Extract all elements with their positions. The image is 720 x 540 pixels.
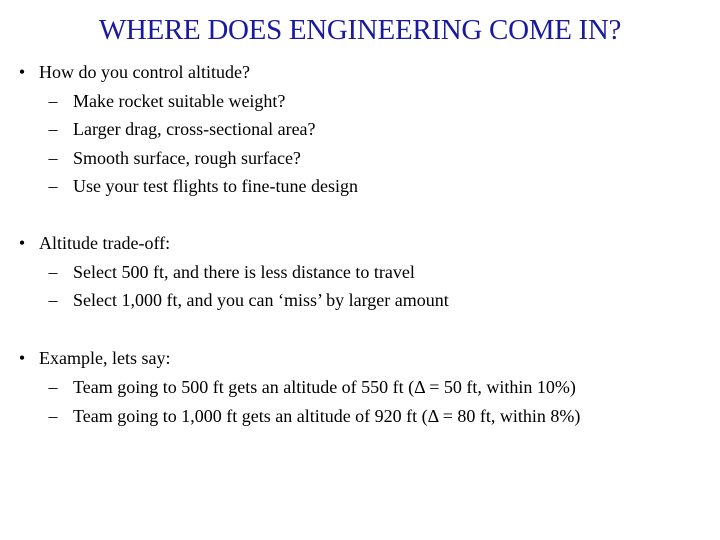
sub-bullet-text: Select 500 ft, and there is less distance to travel [73, 262, 415, 282]
sub-bullet-text: Larger drag, cross-sectional area? [73, 119, 316, 139]
bullet-marker: • [18, 348, 26, 368]
sub-bullet-text: Make rocket suitable weight? [73, 91, 286, 111]
sub-bullet-text: Team going to 1,000 ft gets an altitude of 920 ft (Δ = 80 ft, within 8%) [73, 406, 581, 426]
dash-marker: – [48, 91, 58, 111]
sub-bullet-text: Use your test flights to fine-tune design [73, 176, 358, 196]
dash-marker: – [48, 377, 58, 397]
dash-marker: – [48, 119, 58, 139]
bullet-marker: • [18, 233, 26, 253]
dash-marker: – [48, 262, 58, 282]
sub-bullet-text: Select 1,000 ft, and you can ‘miss’ by larger amount [73, 290, 449, 310]
bullet-marker: • [18, 62, 26, 82]
dash-marker: – [48, 406, 58, 426]
bullet-text: How do you control altitude? [39, 62, 250, 82]
bullet-text: Altitude trade-off: [39, 233, 171, 253]
bullet-text: Example, lets say: [39, 348, 171, 368]
dash-marker: – [48, 176, 58, 196]
sub-bullet-text: Smooth surface, rough surface? [73, 148, 301, 168]
slide-title: WHERE DOES ENGINEERING COME IN? [98, 14, 622, 46]
dash-marker: – [48, 148, 58, 168]
sub-bullet-text: Team going to 500 ft gets an altitude of 550 ft (Δ = 50 ft, within 10%) [73, 377, 576, 397]
dash-marker: – [48, 290, 58, 310]
